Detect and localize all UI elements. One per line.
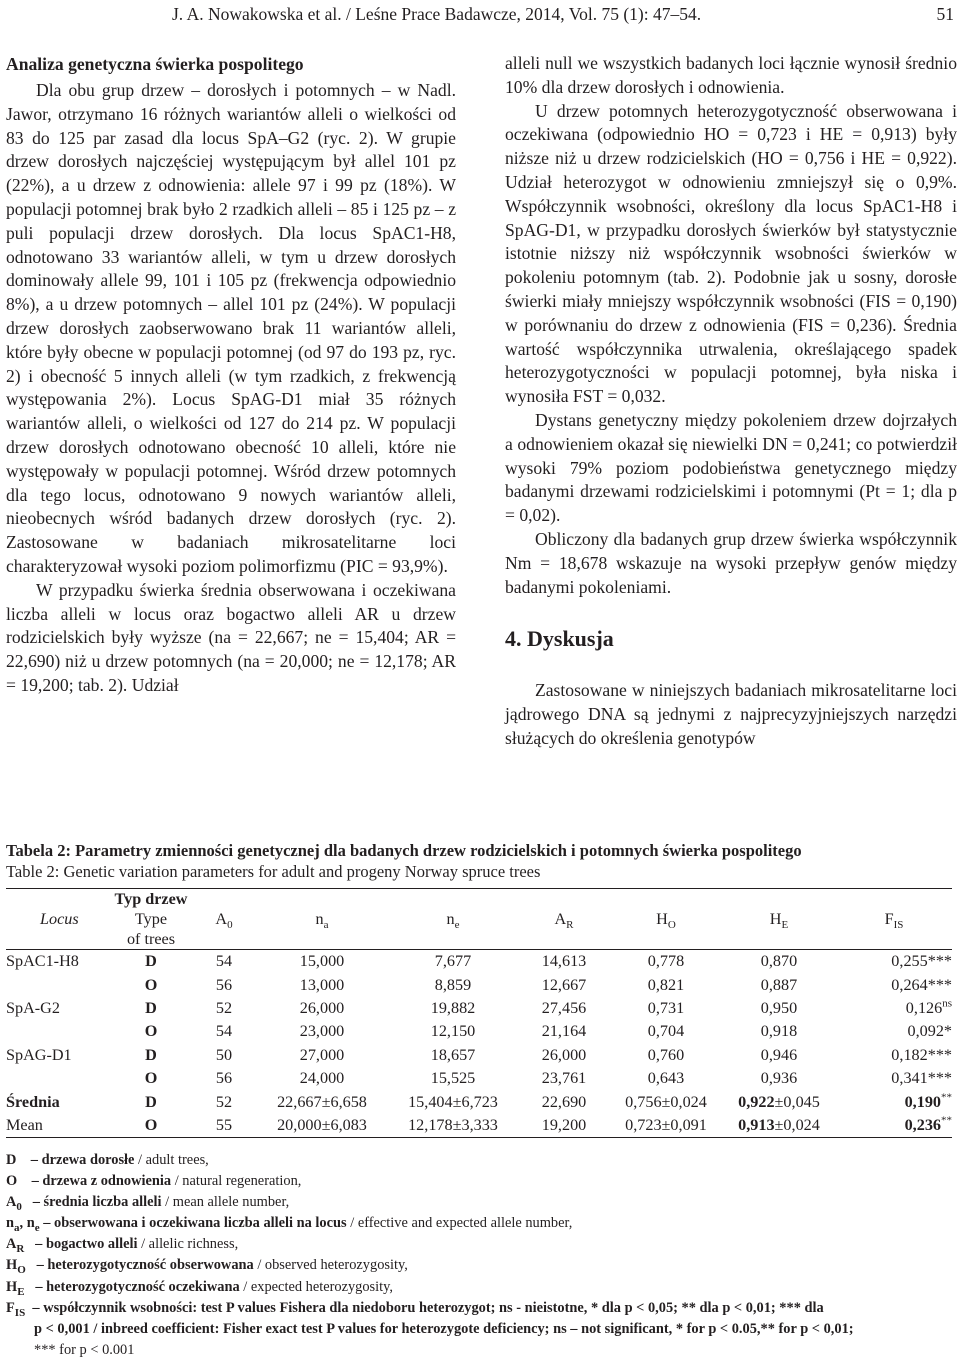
cell-type: O bbox=[144, 1022, 158, 1041]
cell-type: D bbox=[145, 952, 157, 971]
note-ho: $H_O$ – heterozygotyczność obserwowana / observed heterozygosity, bbox=[6, 1257, 408, 1277]
cell-type: O bbox=[144, 975, 158, 994]
cell-he: 0,870 bbox=[760, 952, 798, 971]
cell-type: D bbox=[145, 998, 157, 1017]
cell-ne: 15,404±6,723 bbox=[408, 1092, 498, 1111]
cell-ne: 12,150 bbox=[430, 1022, 476, 1041]
cell-ho: 0,778 bbox=[647, 952, 685, 971]
cell-locus: SpAG-D1 bbox=[6, 1045, 72, 1064]
page-number: 51 bbox=[936, 4, 954, 24]
cell-a0: 50 bbox=[215, 1045, 233, 1064]
paragraph: U drzew potomnych heterozygotyczność obserwowana i oczekiwana (odpowiednio HO = 0,723 i HE = 0,913) były niższe niż u drzew rodzicielskich (HO = 0,756 i HE = 0,922). Udział heterozygot w odnowieniu zmniejszył się o 0,9%. Współczynnik wsobności, określony dla locus SpAC1-H8 i SpAG-D1, w przypadku dorosłych świerków był statystycznie istotnie niższy niż współczynnik wsobności świerków w pokoleniu potomnym (tab. 2). Podobnie jak u sosny, dorosłe świerki miały mniejszy współczynnik wsobności (FIS = 0,190) w porównaniu do drzew z odnowienia (FIS = 0,236). Średnia wartość współczynnika utrwalenia, określającego spadek heterozygotyczności w populacji potomnej, była niska i wynosiła FST = 0,032. bbox=[505, 100, 957, 407]
cell-he: 0,946 bbox=[760, 1045, 798, 1064]
cell-fis: 0,236** bbox=[836, 1114, 952, 1138]
col-ho: $H_O$ bbox=[610, 889, 722, 950]
cell-fis: $0,126^{ns}$ bbox=[905, 997, 952, 1017]
data-table bbox=[6, 888, 952, 1138]
section-heading: Analiza genetyczna świerka pospolitego bbox=[6, 54, 304, 74]
cell-locus: SpAC1-H8 bbox=[6, 952, 79, 971]
cell-na: 20,000±6,083 bbox=[256, 1114, 388, 1138]
paragraph: Zastosowane w niniejszych badaniach mikrosatelitarne loci jądrowego DNA są jednymi z najprecyzyjniejszych narzędzi służących do określenia genotypów bbox=[505, 680, 957, 748]
note-nane: $n_a$, $n_e$ – obserwowana i oczekiwana liczba alleli na locus / effective and expected allele number, bbox=[6, 1215, 573, 1235]
cell-a0: 55 bbox=[192, 1114, 256, 1138]
cell-type: O bbox=[144, 1069, 158, 1088]
note-ar: $A_R$ – bogactwo alleli / allelic richness, bbox=[6, 1236, 239, 1256]
note-he: $H_E$ – heterozygotyczność oczekiwana / expected heterozygosity, bbox=[6, 1278, 394, 1298]
cell-ho: 0,731 bbox=[647, 998, 685, 1017]
cell-locus bbox=[6, 973, 110, 996]
table-row bbox=[6, 1114, 952, 1138]
table-header-row bbox=[6, 889, 952, 950]
note-fis-cont: p < 0,001 / inbreed coefficient: Fisher exact test P values for heterozygote deficiency; ns – not significant, * for p < 0.05,** for p < 0,01; bbox=[34, 1320, 854, 1337]
note-d: D – drzewa dorosłe / adult trees, bbox=[6, 1152, 209, 1168]
paragraph: Dla obu grup drzew – dorosłych i potomnych – w Nadl. Jawor, otrzymano 16 różnych wariantów alleli o wielkości od 83 do 125 par zasad dla locus SpA–G2 (ryc. 2). W grupie drzew dorosłych najczęściej występującym był allel 101 pz (22%), a u drzew z odnowienia: allele 97 i 99 pz (18%). W populacji potomnej brak było 2 rzadkich alleli – 85 i 125 pz – z puli populacji drzew dorosłych. Dla locus SpAC1-H8, odnotowano 33 wariantów alleli, w tym u drzew dorosłych dominowały allele 99, 101 i 105 pz (frekwencja odpowiednio 8%), a u drzew potomnych – allel 101 pz (24%). W populacji drzew dorosłych zaobserwowano brak 11 wariantów alleli, które były obecne w populacji potomnej (od 97 do 193 pz, ryc. 2) i obecność 5 innych alleli (w tym rzadkich, z frekwencją występowania 2%). Locus SpAG-D1 miał 35 różnych wariantów alleli, o wielkości od 127 do 214 pz. W populacji drzew dorosłych odnotowano obecność 10 alleli, które nie występowały w populacji potomnej. Wśród drzew potomnych dla tego locus, odnotowano 9 nowych wariantów alleli, nieobecnych wśród badanych drzew dorosłych (ryc. 2). Zastosowane w badaniach mikrosatelitarne loci charakteryzował wysoki poziom polimorfizmu (PIC = 93,9%). bbox=[6, 80, 456, 576]
cell-ne: 7,677 bbox=[434, 952, 472, 971]
cell-a0: 56 bbox=[215, 1069, 233, 1088]
cell-na: 15,000 bbox=[299, 952, 345, 971]
cell-ar: 21,164 bbox=[541, 1022, 587, 1041]
table-row bbox=[6, 1020, 952, 1043]
cell-type: D bbox=[145, 1045, 157, 1064]
note-fis: $F_{IS}$ – współczynnik wsobności: test P values Fishera dla niedoboru heterozygot; ns - nieistotne, * dla p < 0,05; ** dla p < 0,01; *** dla bbox=[6, 1299, 824, 1319]
cell-he: 0,913±0,024 bbox=[722, 1114, 836, 1138]
cell-he: 0,922±0,045 bbox=[738, 1092, 820, 1111]
col-ne: $n_e$ bbox=[388, 889, 518, 950]
col-a0: $A_0$ bbox=[192, 889, 256, 950]
cell-fis: 0,182*** bbox=[891, 1045, 952, 1064]
paragraph: Obliczony dla badanych grup drzew świerka współczynnik Nm = 18,678 wskazuje na wysoki przepływ genów między badanymi pokoleniami. bbox=[505, 528, 957, 597]
cell-ne: 18,657 bbox=[430, 1045, 476, 1064]
cell-locus bbox=[6, 1020, 110, 1043]
section-title: 4. Dyskusja bbox=[505, 626, 614, 652]
cell-na: 26,000 bbox=[299, 998, 345, 1017]
right-column bbox=[505, 52, 957, 751]
spacer bbox=[505, 653, 957, 679]
col-fis: $F_{IS}$ bbox=[836, 889, 952, 950]
cell-locus: Mean bbox=[6, 1114, 110, 1138]
col-na: $n_a$ bbox=[256, 889, 388, 950]
cell-locus bbox=[6, 1067, 110, 1090]
cell-ho: 0,760 bbox=[647, 1045, 685, 1064]
table-row bbox=[6, 973, 952, 996]
cell-ho: 0,723±0,091 bbox=[610, 1114, 722, 1138]
cell-a0: 54 bbox=[215, 1022, 233, 1041]
cell-na: 27,000 bbox=[299, 1045, 345, 1064]
col-type: Typ drzew Type of trees bbox=[110, 889, 192, 950]
note-fis-cont2: *** for p < 0.001 bbox=[34, 1341, 135, 1358]
cell-ar: 26,000 bbox=[541, 1045, 587, 1064]
cell-locus: Średnia bbox=[6, 1092, 60, 1111]
caption-en: Table 2: Genetic variation parameters for adult and progeny Norway spruce trees bbox=[6, 862, 541, 881]
cell-type: D bbox=[145, 1092, 157, 1111]
cell-na: 22,667±6,658 bbox=[277, 1092, 367, 1111]
table-row bbox=[6, 1044, 952, 1067]
spacer bbox=[505, 599, 957, 625]
cell-ne: 19,882 bbox=[430, 998, 476, 1017]
paragraph: alleli null we wszystkich badanych loci łącznie wynosił średnio 10% dla drzew dorosłych i odnowienia. bbox=[505, 53, 957, 97]
cell-na: 24,000 bbox=[299, 1069, 345, 1088]
cell-na: 13,000 bbox=[299, 975, 345, 994]
cell-ar: 19,200 bbox=[518, 1114, 610, 1138]
table-row bbox=[6, 1067, 952, 1090]
caption-pl: Tabela 2: Parametry zmienności genetycznej dla badanych drzew rodzicielskich i potomnych świerka pospolitego bbox=[6, 841, 802, 860]
cell-ho: 0,704 bbox=[647, 1022, 685, 1041]
cell-fis: 0,341*** bbox=[891, 1069, 952, 1088]
note-a0: $A_0$ – średnia liczba alleli / mean allele number, bbox=[6, 1194, 290, 1214]
cell-type: O bbox=[110, 1114, 192, 1138]
running-title: J. A. Nowakowska et al. / Leśne Prace Badawcze, 2014, Vol. 75 (1): 47–54. bbox=[172, 4, 702, 24]
table-notes bbox=[6, 1150, 956, 1361]
cell-fis: 0,264*** bbox=[891, 975, 952, 994]
cell-ne: 8,859 bbox=[434, 975, 472, 994]
table-row bbox=[6, 950, 952, 974]
cell-ho: 0,821 bbox=[647, 975, 685, 994]
paragraph: W przypadku świerka średnia obserwowana i oczekiwana liczba alleli w locus oraz bogactwo alleli AR u drzew rodzicielskich były wyższe (na = 22,667; ne = 15,404; AR = 22,690) niż u drzew potomnych (na = 20,000; ne = 12,178; AR = 19,200; tab. 2). Udział bbox=[6, 579, 456, 695]
cell-he: 0,936 bbox=[760, 1069, 798, 1088]
cell-a0: 56 bbox=[215, 975, 233, 994]
note-o: O – drzewa z odnowienia / natural regeneration, bbox=[6, 1173, 302, 1190]
cell-he: 0,950 bbox=[760, 998, 798, 1017]
table-row bbox=[6, 1090, 952, 1113]
table-row bbox=[6, 997, 952, 1020]
cell-a0: 52 bbox=[215, 1092, 233, 1111]
cell-ar: 12,667 bbox=[541, 975, 587, 994]
col-he: $H_E$ bbox=[722, 889, 836, 950]
cell-ar: 22,690 bbox=[541, 1092, 587, 1111]
left-column bbox=[6, 52, 456, 698]
cell-ar: 23,761 bbox=[541, 1069, 587, 1088]
col-locus: Locus bbox=[6, 889, 110, 950]
cell-ar: 27,456 bbox=[541, 998, 587, 1017]
paragraph: Dystans genetyczny między pokoleniem drzew dojrzałych a odnowieniem okazał się niewielki DN = 0,241; co potwierdził wysoki 79% poziom podobieństwa genetycznego między badanymi drzewami rodzicielskimi i potomnymi (Pt = 1; dla p = 0,02). bbox=[505, 409, 957, 526]
cell-na: 23,000 bbox=[299, 1022, 345, 1041]
cell-a0: 54 bbox=[215, 952, 233, 971]
cell-locus: SpA-G2 bbox=[6, 998, 60, 1017]
cell-a0: 52 bbox=[215, 998, 233, 1017]
cell-fis: 0,190** bbox=[904, 1091, 952, 1111]
cell-he: 0,887 bbox=[760, 975, 798, 994]
cell-ne: 12,178±3,333 bbox=[388, 1114, 518, 1138]
page-header bbox=[0, 4, 960, 30]
cell-ho: 0,643 bbox=[647, 1069, 685, 1088]
table-caption bbox=[6, 840, 956, 882]
cell-ar: 14,613 bbox=[541, 952, 587, 971]
cell-he: 0,918 bbox=[760, 1022, 798, 1041]
cell-fis: 0,092* bbox=[907, 1022, 952, 1041]
col-ar: $A_R$ bbox=[518, 889, 610, 950]
cell-ne: 15,525 bbox=[430, 1069, 476, 1088]
cell-fis: 0,255*** bbox=[891, 952, 952, 971]
cell-ho: 0,756±0,024 bbox=[625, 1092, 707, 1111]
